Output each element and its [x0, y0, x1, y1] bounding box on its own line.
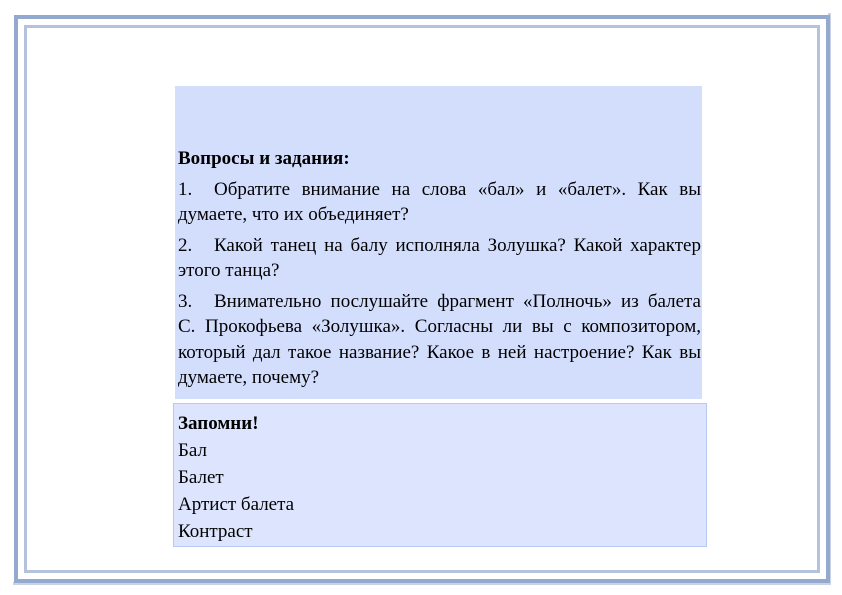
question-text: Обратите внимание на слова «бал» и «балет». Как вы думаете, что их объединяет? [178, 178, 701, 225]
question-text: Какой танец на балу исполняла Золушка? Какой характер этого танца? [178, 234, 701, 281]
question-number: 2. [178, 234, 193, 256]
remember-box [173, 403, 707, 547]
question-number: 3. [178, 290, 193, 312]
remember-term: Бал [178, 440, 207, 461]
remember-term: Артист балета [178, 494, 295, 515]
question-text: Внимательно послушайте фрагмент «Полночь» из балета С. Прокофьева «Золушка». Согласны ли вы с композитором, который дал такое название? Какое в ней настроение? Как вы думаете, почему? [178, 290, 701, 388]
remember-term: Балет [178, 467, 224, 488]
remember-title: Запомни! [178, 413, 259, 434]
question-number: 1. [178, 178, 193, 200]
remember-term: Контраст [178, 521, 253, 542]
question-item [178, 177, 702, 228]
questions-title: Вопросы и задания: [178, 148, 350, 169]
questions-box [175, 86, 702, 399]
question-item [178, 289, 702, 391]
question-item [178, 233, 702, 284]
